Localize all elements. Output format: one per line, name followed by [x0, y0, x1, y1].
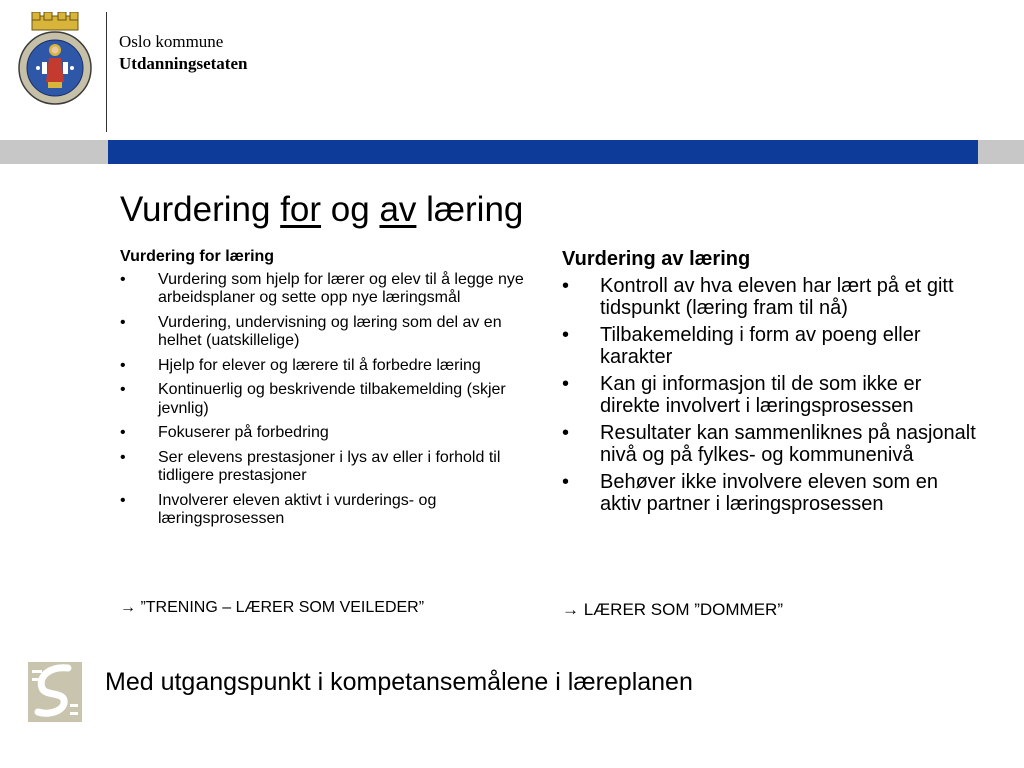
header-divider [106, 12, 107, 132]
title-part-1: Vurdering [120, 190, 281, 229]
left-column [120, 248, 530, 535]
oslo-kommune-symbol-icon [28, 662, 82, 722]
list-item: • Resultater kan sammenliknes på nasjonalt nivå og på fylkes- og kommunenivå [562, 422, 976, 466]
left-arrow-note: → ”TRENING – LÆRER SOM VEILEDER” [120, 599, 425, 616]
org-line-1: Oslo kommune [119, 32, 224, 51]
right-column [562, 248, 982, 520]
right-list [562, 275, 982, 515]
list-item: • Behøver ikke involvere eleven som en aktiv partner i læringsprosessen [562, 471, 938, 515]
right-arrow-note: → LÆRER SOM ”DOMMER” [562, 600, 783, 619]
list-item: • Fokuserer på forbedring [120, 424, 329, 441]
list-item: • Ser elevens prestasjoner i lys av eller i forhold til tidligere prestasjoner [120, 448, 501, 484]
list-item: • Involverer eleven aktivt i vurderings- og læringsprosessen [120, 491, 437, 527]
list-item: • Kan gi informasjon til de som ikke er direkte involvert i læringsprosessen [562, 373, 922, 417]
title-part-5: læring [416, 190, 524, 229]
footer-text: Med utgangspunkt i kompetansemålene i læreplanen [105, 668, 693, 696]
list-item: • Vurdering som hjelp for lærer og elev til å legge nye arbeidsplaner og sette opp nye læringsmål [120, 270, 524, 306]
blue-band [108, 140, 978, 164]
organization-name [119, 31, 247, 75]
title-av: av [379, 190, 417, 229]
list-item: • Hjelp for elever og lærere til å forbedre læring [120, 356, 481, 374]
org-line-2: Utdanningsetaten [119, 54, 248, 73]
list-item: • Kontinuerlig og beskrivende tilbakemelding (skjer jevnlig) [120, 381, 506, 417]
right-heading: Vurdering av læring [562, 248, 751, 270]
oslo-city-seal-icon [18, 12, 92, 114]
slide-title [120, 188, 523, 232]
list-item: • Tilbakemelding i form av poeng eller karakter [562, 324, 921, 368]
list-item: • Vurdering, undervisning og læring som del av en helhet (uatskillelige) [120, 313, 502, 349]
title-for: for [280, 190, 322, 229]
title-part-3: og [321, 190, 380, 229]
left-heading: Vurdering for læring [120, 248, 275, 265]
left-list [120, 271, 530, 529]
list-item: • Kontroll av hva eleven har lært på et gitt tidspunkt (læring fram til nå) [562, 275, 954, 319]
